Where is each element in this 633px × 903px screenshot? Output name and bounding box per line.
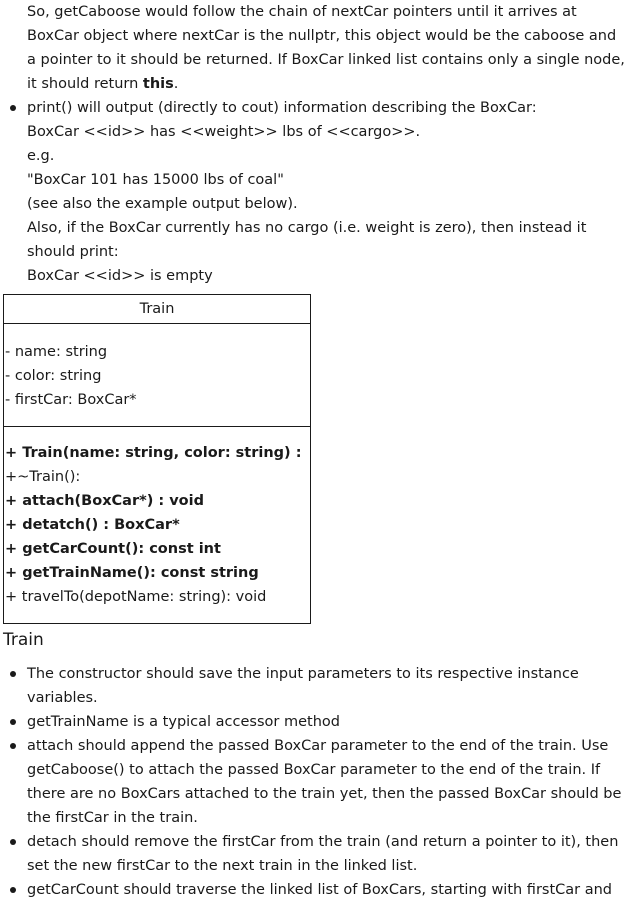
print-line-7: BoxCar <<id>> is empty [27, 268, 213, 284]
print-line-3: e.g. [27, 148, 55, 164]
caboose-paragraph [0, 0, 633, 96]
print-line-5: (see also the example output below). [27, 196, 298, 212]
caboose-period: . [173, 76, 179, 92]
uml-operation: + travelTo(depotName: string): void [5, 589, 267, 605]
uml-operation: + Train(name: string, color: string) : [5, 445, 302, 461]
train-bullet: getTrainName is a typical accessor method [0, 710, 633, 734]
train-bullet: attach should append the passed BoxCar parameter to the end of the train. Use getCaboose() to attach the passed BoxCar parameter to the end of the train. If there are no BoxCars attached to the train yet, then the passed BoxCar should be the firstCar in the train. [0, 734, 633, 830]
uml-operation: + getCarCount(): const int [5, 541, 221, 557]
uml-operation: +~Train(): [5, 469, 81, 485]
uml-operation: + detatch() : BoxCar* [5, 517, 180, 533]
print-line-1: print() will output (directly to cout) information describing the BoxCar: [27, 100, 537, 116]
uml-class-box [3, 294, 311, 624]
uml-attribute: - name: string [5, 344, 108, 360]
uml-operation: + attach(BoxCar*) : void [5, 493, 204, 509]
train-bullet: getCarCount should traverse the linked list of BoxCars, starting with firstCar and [0, 878, 633, 902]
print-bullet [0, 96, 633, 288]
train-bullets-block [0, 662, 633, 902]
uml-operations [4, 427, 310, 623]
uml-attribute: - firstCar: BoxCar* [5, 392, 137, 408]
print-bullet-list [0, 96, 633, 288]
train-bullet: detach should remove the firstCar from the train (and return a pointer to it), then set the new firstCar to the next train in the linked list. [0, 830, 633, 878]
section-heading: Train [3, 630, 44, 650]
train-bullet-list [0, 662, 633, 902]
print-line-6: Also, if the BoxCar currently has no cargo (i.e. weight is zero), then instead it should print: [27, 220, 587, 260]
print-line-2: BoxCar <<id>> has <<weight>> lbs of <<cargo>>. [27, 124, 421, 140]
print-bullet-block [0, 96, 633, 288]
uml-class-name: Train [4, 295, 310, 324]
uml-attribute: - color: string [5, 368, 102, 384]
print-line-4: "BoxCar 101 has 15000 lbs of coal" [27, 172, 284, 188]
uml-attributes [4, 324, 310, 427]
caboose-text: So, getCaboose would follow the chain of nextCar pointers until it arrives at BoxCar object where nextCar is the nullptr, this object would be the caboose and a pointer to it should be returned. If BoxCar linked list contains only a single node, it should return [27, 4, 625, 92]
caboose-this: this [142, 76, 174, 92]
train-bullet: The constructor should save the input parameters to its respective instance variables. [0, 662, 633, 710]
uml-operation: + getTrainName(): const string [5, 565, 259, 581]
